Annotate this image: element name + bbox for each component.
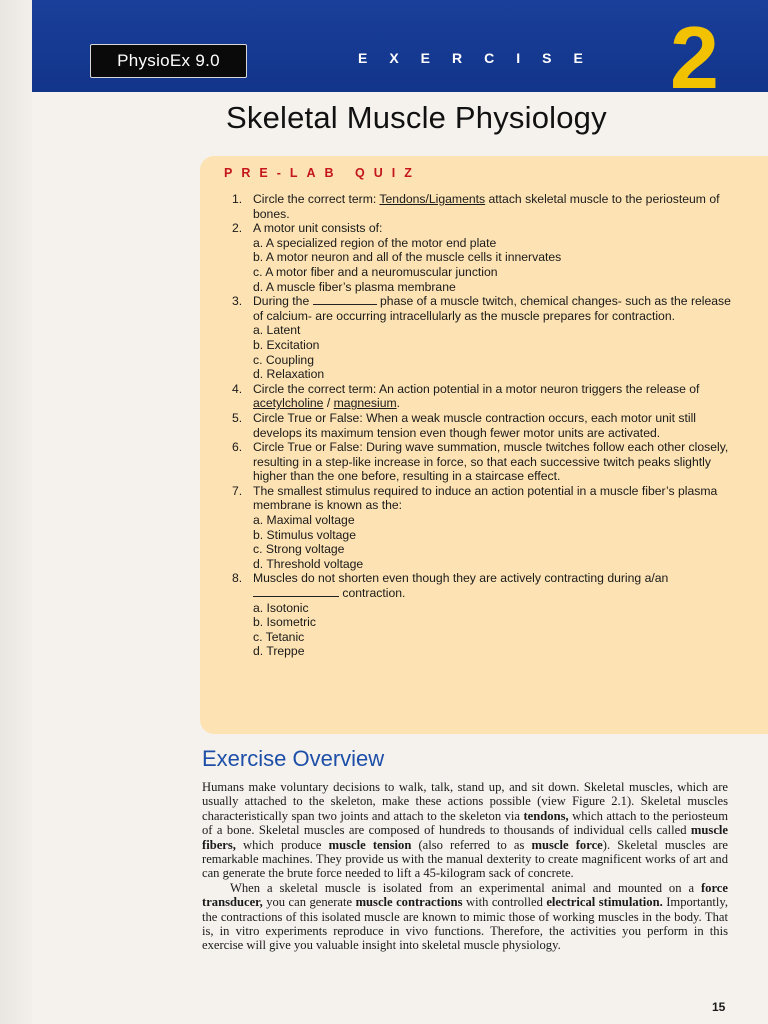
body-text: with controlled: [462, 895, 547, 910]
page-number: 15: [712, 1000, 726, 1014]
question-text-part: phase of a muscle twitch, chemical changes- such as the release of calcium- are occurring intracellularly as the muscle prepares for contraction.: [253, 294, 731, 323]
key-term: muscle force: [531, 837, 603, 852]
overview-paragraph-1: [202, 780, 728, 881]
fill-in-blank: [313, 294, 377, 305]
quiz-question-5: [232, 411, 732, 440]
body-text: which attach to the periosteum of a bone. Skeletal muscles are composed of hundreds to thousands of individual cells called: [202, 808, 728, 838]
overview-paragraph-2: [202, 881, 728, 953]
question-text-part: /: [323, 396, 334, 411]
answer-option: c. Tetanic: [253, 629, 305, 644]
question-text-part: Circle the correct term: An action potential in a motor neuron triggers the release of: [253, 381, 700, 396]
exercise-label: EXERCISE: [358, 50, 605, 66]
quiz-heading: PRE-LAB QUIZ: [224, 166, 421, 180]
key-term: tendons,: [523, 808, 569, 823]
question-number: 2.: [232, 221, 243, 236]
physioex-logo: [90, 44, 247, 78]
underlined-term: acetylcholine: [253, 396, 324, 411]
question-number: 3.: [232, 294, 243, 309]
answer-option: a. Latent: [253, 323, 301, 338]
answer-option: d. Relaxation: [253, 367, 325, 382]
quiz-question-1: [232, 192, 732, 221]
body-text: Importantly, the contractions of this isolated muscle are known to mimic those of working muscles in the body. That is, in vitro experiments reproduce in vivo functions. Therefore, the activities you perform in this exercise will give you valuable insight into skeletal muscle physiology.: [202, 895, 728, 953]
question-number: 8.: [232, 571, 243, 586]
answer-option: c. A motor fiber and a neuromuscular junction: [253, 264, 498, 279]
answer-option: b. A motor neuron and all of the muscle cells it innervates: [253, 250, 562, 265]
quiz-question-list: [232, 192, 732, 659]
question-number: 5.: [232, 410, 243, 425]
pre-lab-quiz-box: [200, 156, 768, 734]
question-text-part: Muscles do not shorten even though they are actively contracting during a/an: [253, 571, 669, 586]
question-text: [253, 192, 732, 221]
body-text: (also referred to as: [411, 837, 532, 852]
logo-text: PhysioEx 9.0: [117, 51, 220, 70]
body-text: which produce: [235, 837, 329, 852]
section-heading: Exercise Overview: [202, 746, 385, 771]
question-number: 4.: [232, 381, 243, 396]
quiz-question-4: [232, 382, 732, 411]
quiz-question-7: [232, 484, 732, 572]
body-text: Humans make voluntary decisions to walk, talk, stand up, and sit down. Skeletal muscles, which are usually attached to the skeleton, make these actions possible (view Figure 2.1). Skeletal muscles characteristically span two joints and attach to the skeleton via: [202, 780, 728, 823]
answer-options: [253, 323, 732, 381]
underlined-term: Tendons/Ligaments: [379, 192, 486, 206]
key-term: muscle tension: [328, 837, 412, 852]
answer-option: d. Threshold voltage: [253, 556, 364, 571]
body-text: When a skeletal muscle is isolated from an experimental animal and mounted on a: [230, 880, 701, 895]
quiz-question-3: [232, 294, 732, 382]
answer-option: a. Isotonic: [253, 600, 309, 615]
key-term: force transducer,: [202, 880, 728, 910]
question-text: A motor unit consists of:: [253, 221, 383, 236]
quiz-question-8: [232, 571, 732, 659]
question-text: The smallest stimulus required to induce an action potential in a muscle fiber’s plasma membrane is known as the:: [253, 483, 718, 513]
quiz-question-6: [232, 440, 732, 484]
page-edge-shadow: [0, 0, 32, 1024]
answer-options: [253, 513, 732, 571]
question-text-part: contraction.: [342, 586, 406, 601]
question-text-part: .: [396, 396, 401, 411]
answer-options: [253, 601, 732, 659]
underlined-term: magnesium: [333, 396, 397, 411]
question-text: [253, 571, 732, 600]
fill-in-blank: [253, 586, 339, 597]
answer-option: b. Isometric: [253, 615, 316, 630]
answer-option: b. Stimulus voltage: [253, 527, 356, 542]
question-text: [253, 382, 732, 411]
quiz-question-2: [232, 221, 732, 294]
key-term: electrical stimulation.: [546, 895, 663, 910]
answer-option: d. Treppe: [253, 644, 305, 659]
body-text: you can generate: [262, 895, 356, 910]
question-text-part: Circle the correct term:: [253, 192, 380, 206]
answer-option: c. Coupling: [253, 352, 314, 367]
question-number: 1.: [232, 192, 243, 206]
answer-options: [253, 236, 732, 294]
body-text: ). Skeletal muscles are remarkable machines. They provide us with the manual dexterity to create magnificent works of art and can generate the brute force needed to lift a 45-kilogram sack of concrete.: [202, 837, 728, 881]
exercise-number: 2: [670, 8, 719, 107]
answer-option: d. A muscle fiber’s plasma membrane: [253, 279, 456, 294]
question-number: 7.: [232, 483, 243, 498]
answer-option: c. Strong voltage: [253, 542, 345, 557]
answer-option: a. Maximal voltage: [253, 513, 355, 528]
answer-option: b. Excitation: [253, 337, 320, 352]
question-text: [253, 294, 732, 323]
question-text: Circle True or False: During wave summation, muscle twitches follow each other closely, resulting in a step-like increase in force, so that each successive twitch peaks slightly higher than the one before, resulting in a staircase effect.: [253, 440, 729, 484]
page-title: Skeletal Muscle Physiology: [226, 100, 607, 135]
answer-option: a. A specialized region of the motor end plate: [253, 235, 497, 250]
question-text-part: attach skeletal muscle to the periosteum of bones.: [253, 192, 720, 221]
question-number: 6.: [232, 440, 243, 455]
key-term: muscle contractions: [355, 895, 463, 910]
question-text-part: During the: [253, 294, 310, 309]
key-term: muscle fibers,: [202, 823, 728, 852]
overview-body: [202, 780, 728, 953]
question-text: Circle True or False: When a weak muscle contraction occurs, each motor unit still develops its maximum tension even though fewer motor units are activated.: [253, 410, 696, 440]
